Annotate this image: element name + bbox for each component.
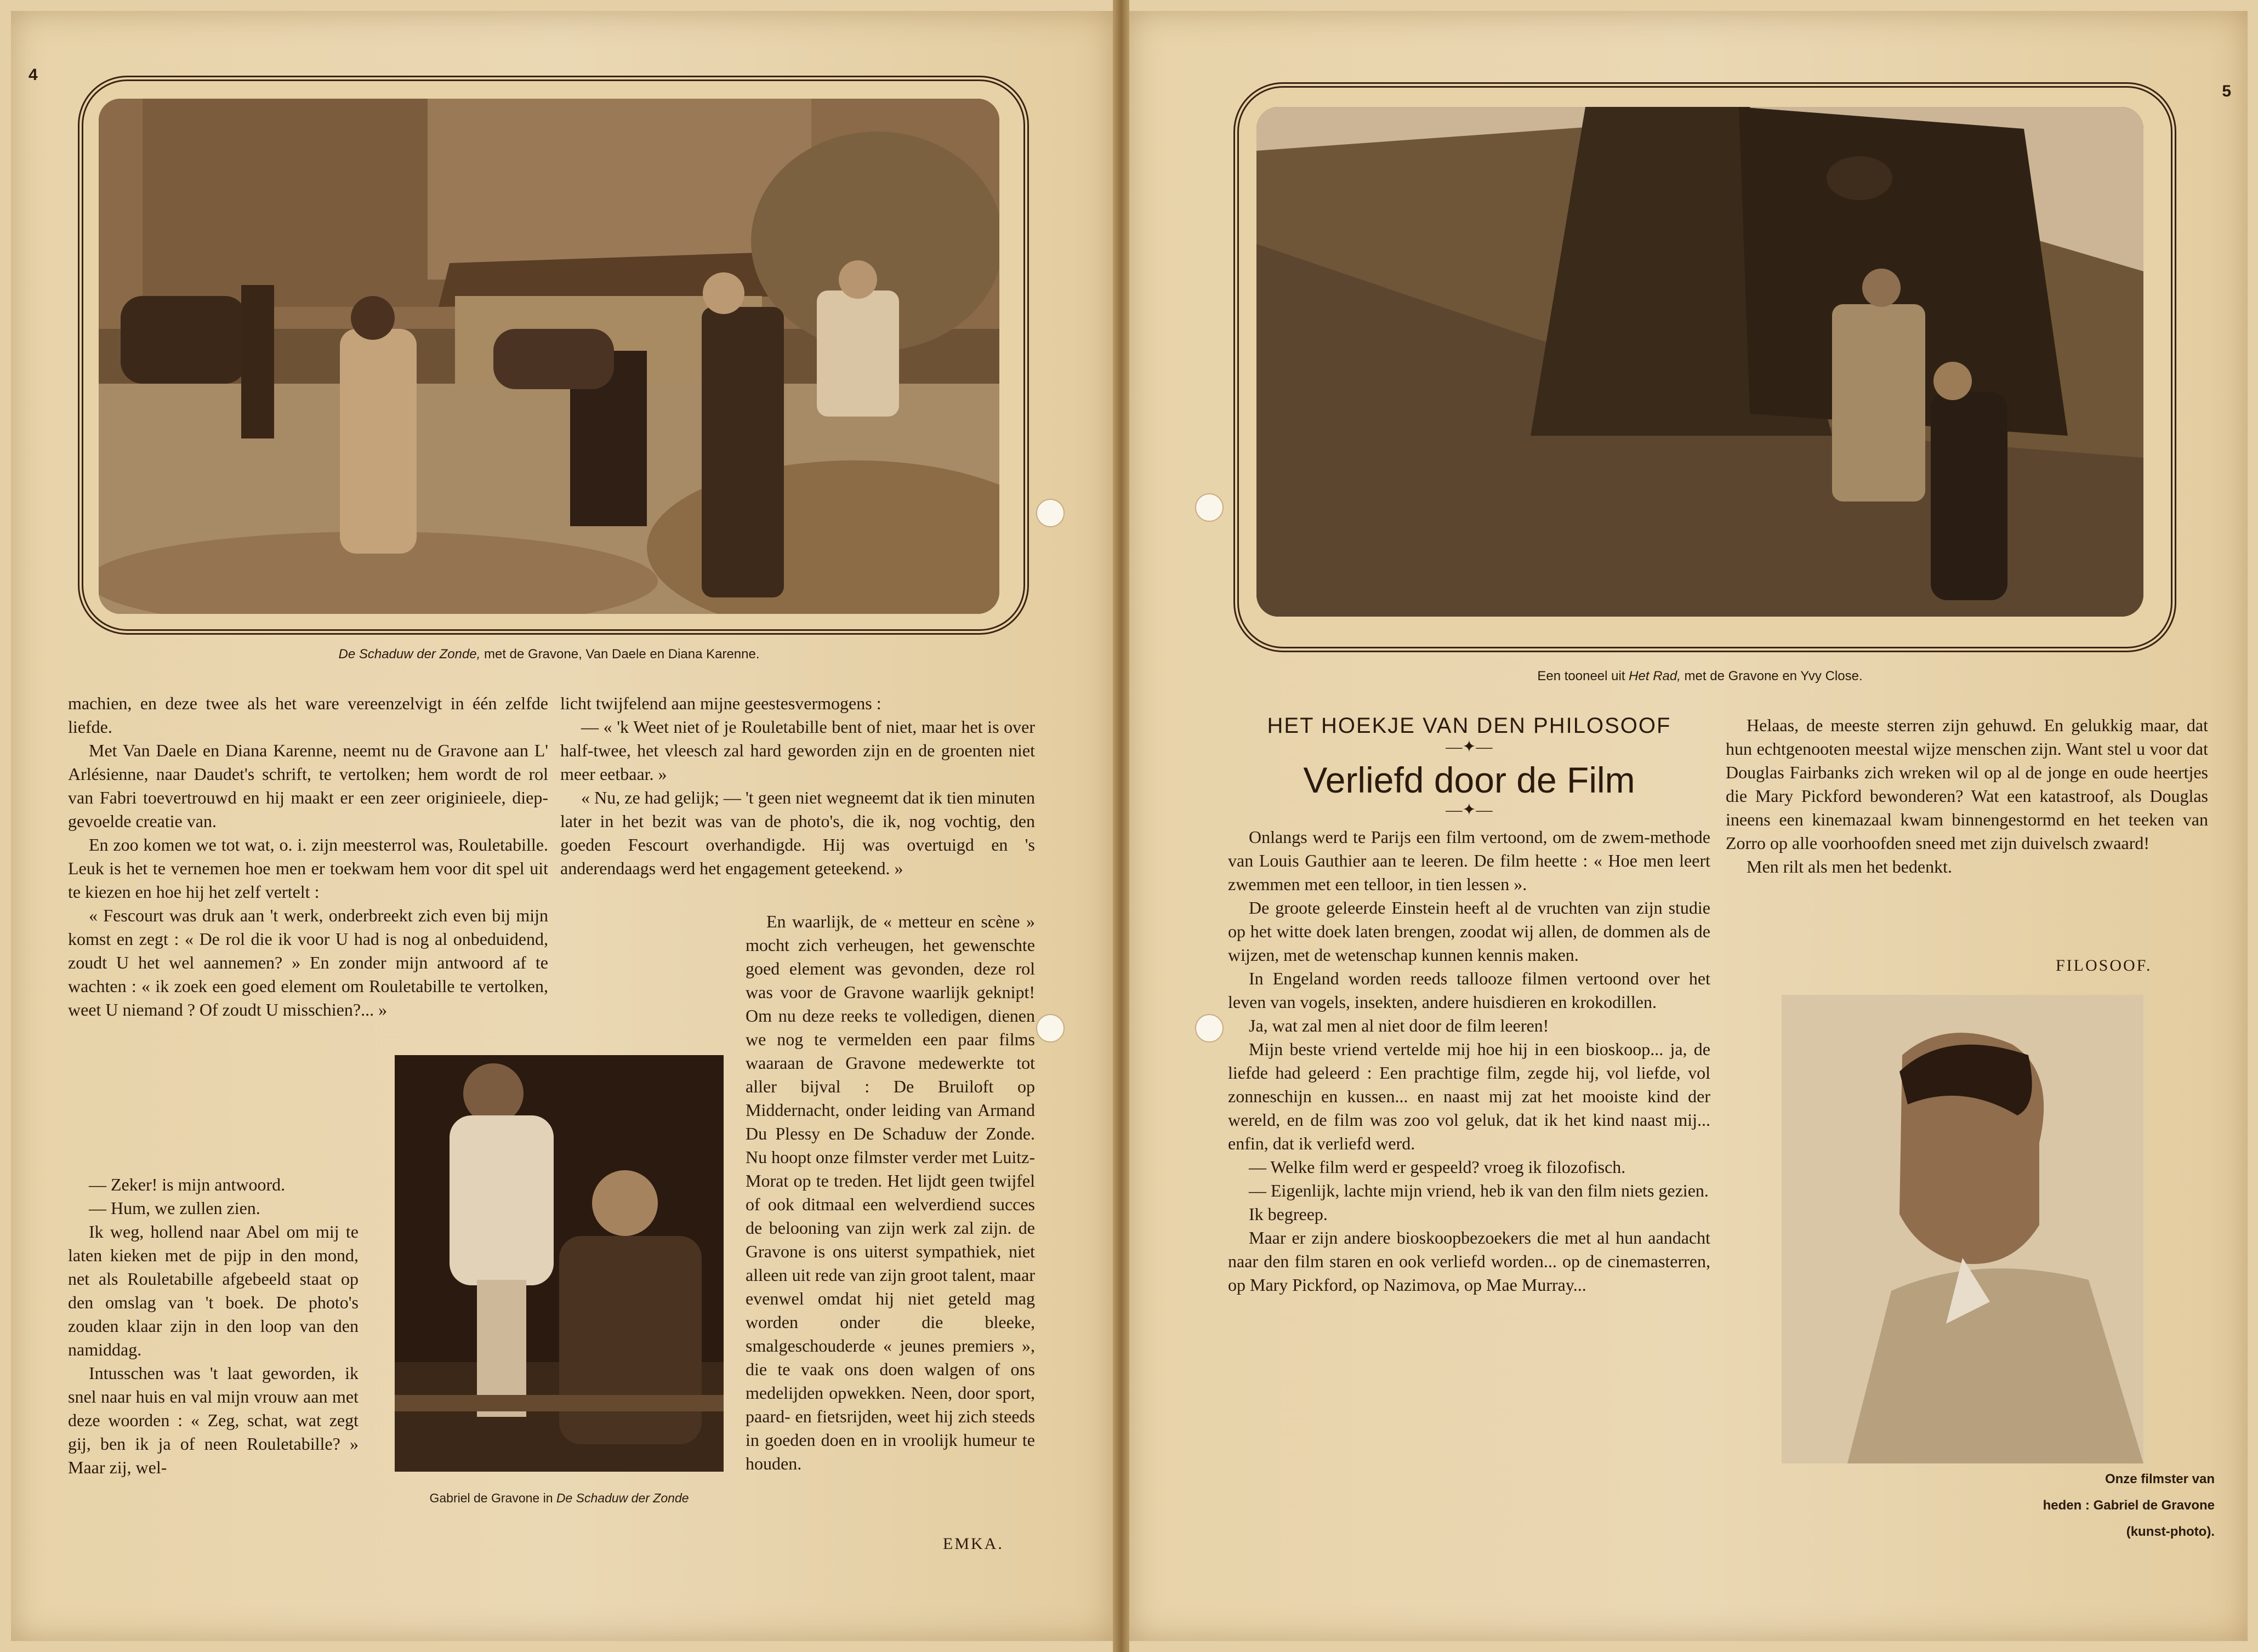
paragraph: Ja, wat zal men al niet door de film leeren! xyxy=(1249,1016,1549,1035)
ornament: —✦— xyxy=(1446,738,1493,756)
paragraph: — Zeker! is mijn antwoord. xyxy=(89,1175,286,1194)
punch-hole xyxy=(1195,1014,1224,1043)
paragraph: Intusschen was 't laat geworden, ik snel naar huis en val mijn vrouw aan met deze woorden : « Zeg, schat, wat zegt gij, ben ik ja of neen Rouletabille? » Maar zij, wel- xyxy=(68,1363,359,1477)
caption-cast: met de Gravone en Yvy Close. xyxy=(1680,669,1863,683)
article-column-1-lower xyxy=(68,1173,359,1479)
inset-photo-caption xyxy=(351,1491,767,1506)
punch-hole xyxy=(1036,499,1065,527)
caption-cast: met de Gravone, Van Daele en Diana Karenne. xyxy=(480,647,760,662)
paragraph: En waarlijk, de « metteur en scène » mocht zich verheugen, het gewenschte goed element was gevonden, deze rol was voor de Gravone waarlijk geknipt! Om nu deze reeks te volledigen, dienen we nog te vermelden een paar films waaraan de Gravone medewerkte tot aller bijval : De Bruiloft op Middernacht, onder leiding van Armand Du Plessy en De Schaduw der Zonde. Nu hoopt onze filmster verder met Luitz-Morat op te treden. Het lijdt geen twijfel of ook ditmaal een welverdiend succes de belooning van zijn werk zal zijn. de Gravone is ons uiterst sympathiek, niet alleen uit rede van zijn groot talent, maar evenwel omdat hij niet geteld mag worden onder die bleeke, smalgeschouderde « jeunes premiers », die te vaak ons doen walgen of ons medelijden opwekken. Neen, door sport, paard- en fietsrijden, weet hij zich steeds in goeden doen en in vroolijk humeur te houden. xyxy=(746,912,1035,1473)
inset-photo-gravone xyxy=(395,1055,724,1472)
philosopher-column-1 xyxy=(1228,825,1710,1297)
paragraph: — Eigenlijk, lachte mijn vriend, heb ik van den film niets gezien. xyxy=(1249,1181,1709,1200)
punch-hole xyxy=(1195,493,1224,522)
top-photo-caption-left xyxy=(99,647,999,662)
article-title: Verliefd door de Film xyxy=(1303,760,1635,800)
paragraph: Ik weg, hollend naar Abel om mij te laten kieken met de pijp in den mond, net als Rouletabille afgebeeld staat op den omslag van 't boek. De photo's zouden klaar zijn in den loop van den namiddag. xyxy=(68,1222,359,1359)
philosopher-column-2 xyxy=(1726,714,2208,879)
signature-emka: EMKA. xyxy=(943,1535,1004,1553)
caption-film-title: De Schaduw der Zonde, xyxy=(338,647,481,662)
portrait-caption xyxy=(1919,1466,2215,1545)
paragraph: « Fescourt was druk aan 't werk, onderbreekt zich even bij mijn komst en zegt : « De rol die ik voor U had is nog al onbeduidend, zoudt U het wel aannemen? » En zonder mijn antwoord af te wachten : « ik zoek een goed element om Rouletabille te vertolken, weet U niemand ? Of zoudt U misschien?... » xyxy=(68,905,548,1019)
article-column-2-wrap xyxy=(746,910,1035,1476)
book-gutter xyxy=(1113,0,1129,1652)
paragraph: « Nu, ze had gelijk; — 't geen niet wegneemt dat ik tien minuten later in het bezit was van de photo's, die ik, nog vochtig, den goeden Fescourt overhandigde. Hij was overtuigd en 's anderendaags werd het engagement geteekend. » xyxy=(560,788,1035,878)
portrait-caption-line: heden : Gabriel de Gravone xyxy=(2043,1498,2215,1513)
left-page xyxy=(11,11,1113,1641)
inset-caption-title: De Schaduw der Zonde xyxy=(556,1491,689,1505)
paragraph: Onlangs werd te Parijs een film vertoond, om de zwem-methode van Louis Gauthier aan te leeren. De film heette : « Hoe men leert zwemmen met een telloor, in tien lessen ». xyxy=(1228,827,1710,894)
portrait-photo xyxy=(1782,995,2143,1463)
section-heading: HET HOEKJE VAN DEN PHILOSOOF xyxy=(1267,714,1671,738)
paragraph: machien, en deze twee als het ware vereenzelvigt in één zelfde liefde. xyxy=(68,693,548,737)
paragraph: Met Van Daele en Diana Karenne, neemt nu de Gravone aan L' Arlésienne, naar Daudet's schrift, te vertolken; hem wordt de rol van Fabri toevertrouwd en hij maakt er een zeer originieele, diep-gevoelde creatie van. xyxy=(68,740,548,831)
caption-film-title: Het Rad, xyxy=(1629,669,1681,683)
paragraph: Men rilt als men het bedenkt. xyxy=(1747,857,1953,876)
caption-lead: Een tooneel uit xyxy=(1537,669,1629,683)
paragraph: Helaas, de meeste sterren zijn gehuwd. En gelukkig maar, dat hun echtgenooten meestal wijze menschen zijn. Want stel u voor dat Douglas Fairbanks zich wreken wil op al de jonge en oude heertjes die Mary Pickford bewonderen? Wat een katastroof, als Douglas ineens een kinemazaal kwam binnengestormd en het teeken van Zorro op alle voorhoofden sneed met zijn duivelsch zwaard! xyxy=(1726,715,2208,853)
article-column-2 xyxy=(560,692,1035,880)
hillside-scene-photo xyxy=(1256,107,2143,617)
page-number-right: 5 xyxy=(2222,82,2231,100)
portrait-caption-line: Onze filmster van xyxy=(2105,1472,2215,1486)
punch-hole xyxy=(1036,1014,1065,1043)
paragraph: Maar er zijn andere bioskoopbezoekers die met al hun aandacht naar den film staren en ook verliefd worden... op de cinemasterren, op Mary Pickford, op Nazimova, op Mae Murray... xyxy=(1228,1228,1710,1295)
farm-scene-photo xyxy=(99,99,999,614)
paragraph: In Engeland worden reeds talloozе filmen vertoond over het leven van vogels, insekten, andere huisdieren en krokodillen. xyxy=(1228,969,1710,1012)
paragraph: De groote geleerde Einstein heeft al de vruchten van zijn studie op het witte doek laten brengen, zoodat wij allen, de dommen als de wijzen, met de wetenschap kunnen kennis maken. xyxy=(1228,898,1710,965)
paragraph: En zoo komen we tot wat, o. i. zijn meesterrol was, Rouletabille. Leuk is het te vernemen hoe men er toekwam hem voor dit spel uit te kiezen en hoe hij het zelf vertelt : xyxy=(68,835,548,902)
paragraph: — « 'k Weet niet of je Rouletabille bent of niet, maar het is over half-twee, het vleesch zal hard geworden zijn en de groenten niet meer eetbaar. » xyxy=(560,717,1035,784)
inset-caption-name: Gabriel de Gravone in xyxy=(429,1491,556,1505)
paragraph: — Welke film werd er gespeeld? vroeg ik filozofisch. xyxy=(1249,1157,1626,1177)
article-column-1 xyxy=(68,692,548,1022)
ornament: —✦— xyxy=(1446,801,1493,819)
top-photo-caption-right xyxy=(1256,669,2143,684)
paragraph: licht twijfelend aan mijne geestesvermogens : xyxy=(560,693,881,713)
page-number-left: 4 xyxy=(29,66,38,84)
paragraph: Mijn beste vriend vertelde mij hoe hij in een bioskoop... ja, de liefde had geleerd : Een prachtige film, zegde hij, vol liefde, vol zonneschijn en kussen... en naast mij zat het mooiste kind der wereld, en de film was zoo vol geluk, dat ik het kind naast mij... enfin, dat ik verliefd werd. xyxy=(1228,1039,1710,1153)
portrait-caption-line: (kunst-photo). xyxy=(2126,1524,2215,1539)
paragraph: — Hum, we zullen zien. xyxy=(89,1198,260,1218)
paragraph: Ik begreep. xyxy=(1249,1204,1328,1224)
right-page xyxy=(1129,11,2248,1641)
signature-filosoof: FILOSOOF. xyxy=(2056,956,2152,975)
